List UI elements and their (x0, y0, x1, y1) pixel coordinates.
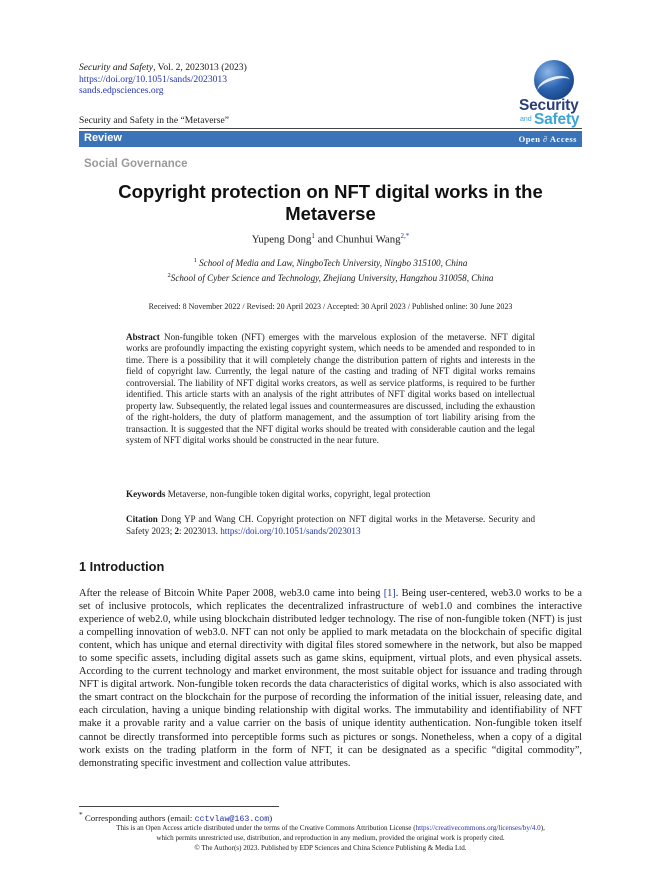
journal-logo (515, 60, 585, 130)
doi-link[interactable]: https://doi.org/10.1051/sands/2023013 (79, 73, 228, 85)
license-link[interactable]: https://creativecommons.org/licenses/by/4.0 (415, 824, 541, 832)
running-title: Security and Safety in the “Metaverse” (79, 115, 229, 126)
affiliation-item: $^1$ School of Media and Law, NingboTech University, Ningbo 315100, China (193, 257, 468, 269)
author-name: Yupeng Dong (251, 233, 312, 246)
header-divider (79, 128, 582, 129)
abstract (126, 332, 535, 447)
section-heading: 1 Introduction (79, 559, 165, 574)
publication-dates: Received: 8 November 2022 / Revised: 20 April 2023 / Accepted: 30 April 2023 / Published online: 30 June 2023 (148, 302, 513, 311)
journal-header (79, 62, 247, 97)
logo-word-and: and (520, 116, 532, 123)
section-label: Social Governance (84, 158, 188, 170)
affiliation-item: $^2$School of Cyber Science and Technology, Zhejiang University, Hangzhou 310058, China (167, 271, 494, 283)
article-type-bar (79, 131, 582, 147)
citation: Citation Dong YP and Wang CH. Copyright protection on NFT digital works in the Metaverse. Security and Safety 2023; 2: 2023013. https://doi.org/10.1051/sands/2023013 (126, 514, 536, 536)
license-note: This is an Open Access article distributed under the terms of the Creative Commons Attribution License (https://creativecommons.org/licenses/by/4.0), which permits unrestricted use, distribution, and reproduction in any medium, provided the original work is properly cited. © The Author(s) 2023. Published by EDP Sciences and China Science Publishing & Media Ltd. (79, 823, 582, 853)
body-paragraph: After the release of Bitcoin White Paper 2008, web3.0 came into being [1]. Being user-centered, web3.0 works to be a set of inclusive protocols, which replicates the decentralized infrastructure of web1.0 and combines the interactive experience of web2.0, while using blockchain distributed ledger technology. The rise of non-fungible token (NFT) is just a compelling innovation of web3.0. NFT can not only be applied to mark metadata on the blockchain of specific digital content, which has unique and eternal directivity with digital files stored somewhere in the network, but also be mapped to some specific assets, including digital assets such as game skins, equipment, virtual plots, and even physical assets. According to the current technology and market environment, the most suitable object for issuance and trading through NFT is digital artwork. Non-fungible token records the data characteristics of digital works, which is also associated with the smart contract on the blockchain for the purpose of recording the information of the initial issuer, releasing date, and each circulation, having a unique binding relationship with digital works. The immutability and identifiability of NFT make it a provable rarity and a value carrier on the basis of unique identity authentication. Non-fungible token itself cannot be directly transformed into perceptible forms such as pictures or songs. Nonetheless, when a copy of a digital work exists on the trading platform in the form of NFT, it can be designated as a specific “digital commodity”, demonstrating specific investment and collection value attributes. (79, 588, 582, 769)
affiliations (79, 255, 582, 284)
author-affil-mark: 1 (311, 232, 315, 240)
reference-link[interactable]: [1] (383, 588, 396, 599)
logo-word-security: Security (519, 97, 579, 114)
author-list (79, 232, 582, 246)
footnote-divider (79, 806, 279, 807)
paper-title: Copyright protection on NFT digital works in the Metaverse (118, 181, 543, 224)
author-affil-mark[interactable]: 2,* (400, 232, 410, 240)
citation-doi-link[interactable]: https://doi.org/10.1051/sands/2023013 (220, 526, 361, 536)
author-name: Chunhui Wang (335, 233, 401, 246)
journal-name: Security and Safety (79, 62, 154, 73)
keywords-text: Metaverse, non-fungible token digital works, copyright, legal protection (167, 489, 431, 499)
open-access-badge: Open ∂ Access (518, 134, 577, 144)
author-separator: and (314, 233, 336, 246)
keywords (126, 489, 535, 499)
journal-volume: , Vol. 2, 2023013 (2023) (153, 62, 247, 73)
corresponding-author-note: * Corresponding authors (email: cctvlaw@163.com) (79, 810, 273, 824)
copyright-line: © The Author(s) 2023. Published by EDP Sciences and China Science Publishing & Media Ltd. (194, 844, 467, 852)
citation-label: Citation (126, 514, 158, 524)
email-link[interactable]: cctvlaw@163.com (194, 814, 270, 824)
journal-site-link[interactable]: sands.edpsciences.org (79, 85, 164, 96)
article-type: Review (84, 132, 122, 144)
keywords-label: Keywords (126, 489, 166, 499)
abstract-label: Abstract (126, 332, 160, 342)
logo-word-safety: Safety (534, 111, 580, 128)
abstract-text: Non-fungible token (NFT) emerges with the marvelous explosion of the metaverse. NFT digital works are profoundly impacting the existing copyright system, which needs to be amended and responded to in time. There is a possibility that it will completely change the distribution pattern of rights and interests in the field of copyright law. Currently, the legal nature of the casting and trading of NFT digital works remains controversial. The liability of NFT digital works creators, as well as service platforms, is required to be further identified. This article starts with an analysis of the right attributes of NFT digital works based on intellectual property law. Subsequently, the related legal issues and countermeasures are discussed, including the exhaustion of the right-holders, the duty of platform management, and the assumption of tort liability arising from the transaction. It is suggested that the NFT digital works should be treated with considerable caution and the legal system of NFT digital works should be constructed in the near future. (126, 332, 535, 446)
